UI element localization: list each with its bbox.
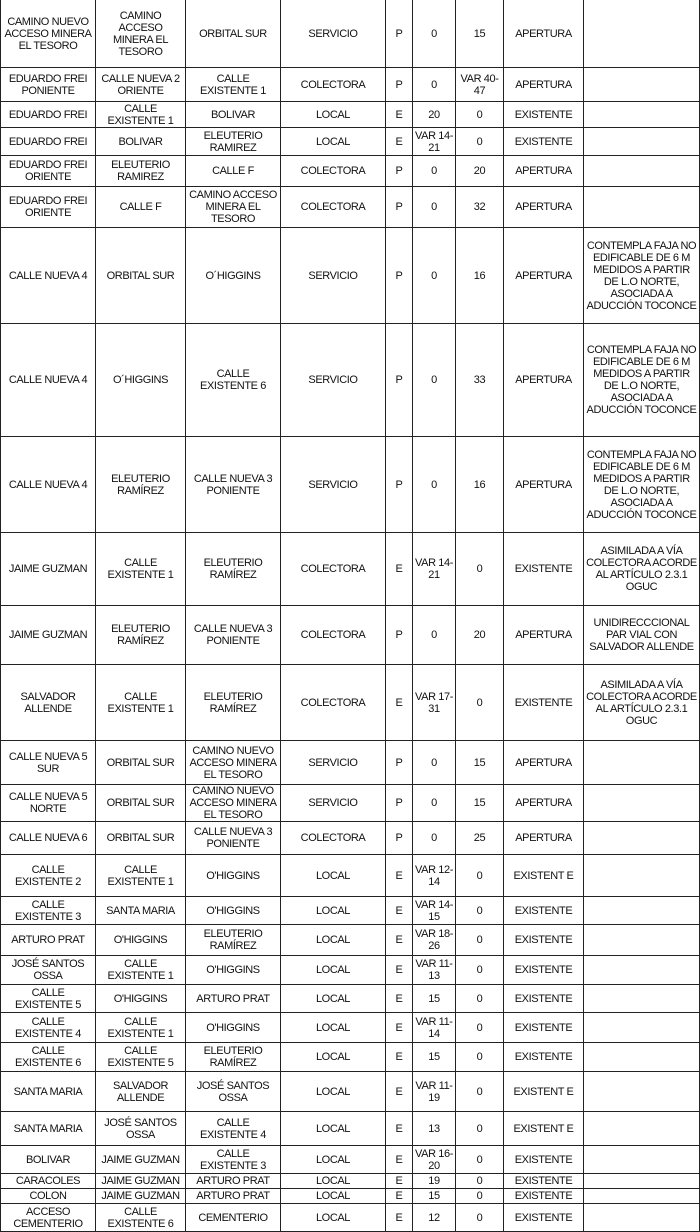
road-name-cell: CALLE EXISTENTE 3 bbox=[1, 897, 96, 925]
from-cell: O´HIGGINS bbox=[96, 324, 186, 437]
road-name-cell: JAIME GUZMAN bbox=[1, 606, 96, 665]
from-cell: JOSÉ SANTOS OSSA bbox=[96, 1112, 186, 1146]
notes-cell bbox=[584, 925, 700, 956]
action-cell: EXISTENTE bbox=[504, 985, 584, 1013]
table-row bbox=[1, 1013, 700, 1043]
category-cell: SERVICIO bbox=[281, 228, 386, 324]
category-cell: SERVICIO bbox=[281, 437, 386, 533]
category-cell: SERVICIO bbox=[281, 0, 386, 68]
to-cell: O'HIGGINS bbox=[186, 855, 281, 897]
notes-cell bbox=[584, 1189, 700, 1204]
category-cell: COLECTORA bbox=[281, 665, 386, 741]
road-name-cell: EDUARDO FREI bbox=[1, 102, 96, 128]
existing-width-cell: VAR 18-26 bbox=[413, 925, 456, 956]
existing-width-cell: VAR 11-19 bbox=[413, 1072, 456, 1112]
to-cell: O'HIGGINS bbox=[186, 956, 281, 985]
category-cell: COLECTORA bbox=[281, 606, 386, 665]
action-cell: EXISTENTE bbox=[504, 1174, 584, 1189]
projected-width-cell: 0 bbox=[456, 1174, 504, 1189]
existing-width-cell: VAR 12-14 bbox=[413, 855, 456, 897]
to-cell: ELEUTERIO RAMÍREZ bbox=[186, 925, 281, 956]
road-name-cell: CALLE NUEVA 5 SUR bbox=[1, 741, 96, 785]
road-name-cell: CARACOLES bbox=[1, 1174, 96, 1189]
from-cell: JAIME GUZMAN bbox=[96, 1174, 186, 1189]
road-name-cell: EDUARDO FREI ORIENTE bbox=[1, 156, 96, 187]
projected-width-cell: 0 bbox=[456, 665, 504, 741]
status-cell: P bbox=[386, 741, 413, 785]
existing-width-cell: VAR 14-21 bbox=[413, 533, 456, 606]
from-cell: CALLE EXISTENTE 5 bbox=[96, 1043, 186, 1072]
road-name-cell: CALLE NUEVA 4 bbox=[1, 324, 96, 437]
category-cell: LOCAL bbox=[281, 1072, 386, 1112]
existing-width-cell: VAR 11-13 bbox=[413, 956, 456, 985]
to-cell: CALLE EXISTENTE 6 bbox=[186, 324, 281, 437]
notes-cell: CONTEMPLA FAJA NO EDIFICABLE DE 6 M MEDIDOS A PARTIR DE L.O NORTE, ASOCIADA A ADUCCIÓN TOCONCE bbox=[584, 437, 700, 533]
existing-width-cell: 0 bbox=[413, 187, 456, 228]
existing-width-cell: 13 bbox=[413, 1112, 456, 1146]
from-cell: CALLE F bbox=[96, 187, 186, 228]
from-cell: SALVADOR ALLENDE bbox=[96, 1072, 186, 1112]
status-cell: E bbox=[386, 1174, 413, 1189]
from-cell: ORBITAL SUR bbox=[96, 741, 186, 785]
existing-width-cell: 15 bbox=[413, 1043, 456, 1072]
table-row bbox=[1, 1072, 700, 1112]
notes-cell bbox=[584, 1043, 700, 1072]
from-cell: ELEUTERIO RAMÍREZ bbox=[96, 606, 186, 665]
projected-width-cell: 20 bbox=[456, 156, 504, 187]
status-cell: P bbox=[386, 68, 413, 102]
action-cell: APERTURA bbox=[504, 156, 584, 187]
existing-width-cell: 0 bbox=[413, 741, 456, 785]
projected-width-cell: 0 bbox=[456, 925, 504, 956]
road-name-cell: JOSÉ SANTOS OSSA bbox=[1, 956, 96, 985]
status-cell: E bbox=[386, 128, 413, 156]
action-cell: APERTURA bbox=[504, 606, 584, 665]
existing-width-cell: VAR 14-21 bbox=[413, 128, 456, 156]
from-cell: CALLE EXISTENTE 1 bbox=[96, 1013, 186, 1043]
table-row bbox=[1, 1174, 700, 1189]
existing-width-cell: VAR 16-20 bbox=[413, 1146, 456, 1174]
existing-width-cell: 15 bbox=[413, 985, 456, 1013]
to-cell: CALLE EXISTENTE 4 bbox=[186, 1112, 281, 1146]
status-cell: E bbox=[386, 925, 413, 956]
action-cell: EXISTENT E bbox=[504, 1112, 584, 1146]
notes-cell bbox=[584, 897, 700, 925]
to-cell: CALLE NUEVA 3 PONIENTE bbox=[186, 437, 281, 533]
from-cell: ELEUTERIO RAMÍREZ bbox=[96, 437, 186, 533]
category-cell: LOCAL bbox=[281, 1189, 386, 1204]
category-cell: SERVICIO bbox=[281, 324, 386, 437]
from-cell: CALLE EXISTENTE 1 bbox=[96, 855, 186, 897]
status-cell: P bbox=[386, 187, 413, 228]
action-cell: EXISTENTE bbox=[504, 956, 584, 985]
status-cell: E bbox=[386, 1013, 413, 1043]
existing-width-cell: 20 bbox=[413, 102, 456, 128]
action-cell: APERTURA bbox=[504, 68, 584, 102]
existing-width-cell: 12 bbox=[413, 1204, 456, 1232]
status-cell: E bbox=[386, 1112, 413, 1146]
existing-width-cell: 0 bbox=[413, 228, 456, 324]
action-cell: EXISTENTE bbox=[504, 1189, 584, 1204]
projected-width-cell: 0 bbox=[456, 128, 504, 156]
action-cell: APERTURA bbox=[504, 822, 584, 855]
notes-cell bbox=[584, 0, 700, 68]
road-name-cell: EDUARDO FREI PONIENTE bbox=[1, 68, 96, 102]
status-cell: E bbox=[386, 1189, 413, 1204]
road-name-cell: CALLE EXISTENTE 6 bbox=[1, 1043, 96, 1072]
category-cell: LOCAL bbox=[281, 925, 386, 956]
notes-cell bbox=[584, 68, 700, 102]
table-row bbox=[1, 228, 700, 324]
from-cell: CALLE EXISTENTE 1 bbox=[96, 533, 186, 606]
to-cell: ORBITAL SUR bbox=[186, 0, 281, 68]
table-row bbox=[1, 925, 700, 956]
status-cell: E bbox=[386, 533, 413, 606]
category-cell: LOCAL bbox=[281, 102, 386, 128]
action-cell: EXISTENTE bbox=[504, 1204, 584, 1232]
table-row bbox=[1, 0, 700, 68]
action-cell: EXISTENTE bbox=[504, 128, 584, 156]
road-name-cell: CALLE NUEVA 4 bbox=[1, 437, 96, 533]
table-row bbox=[1, 1146, 700, 1174]
category-cell: LOCAL bbox=[281, 1146, 386, 1174]
projected-width-cell: 0 bbox=[456, 855, 504, 897]
action-cell: EXISTENTE bbox=[504, 665, 584, 741]
category-cell: COLECTORA bbox=[281, 822, 386, 855]
notes-cell bbox=[584, 741, 700, 785]
status-cell: E bbox=[386, 985, 413, 1013]
projected-width-cell: 0 bbox=[456, 1189, 504, 1204]
status-cell: P bbox=[386, 822, 413, 855]
table-row bbox=[1, 1112, 700, 1146]
notes-cell: CONTEMPLA FAJA NO EDIFICABLE DE 6 M MEDIDOS A PARTIR DE L.O NORTE, ASOCIADA A ADUCCIÓN TOCONCE bbox=[584, 228, 700, 324]
road-name-cell: EDUARDO FREI ORIENTE bbox=[1, 187, 96, 228]
from-cell: O'HIGGINS bbox=[96, 985, 186, 1013]
table-row bbox=[1, 956, 700, 985]
notes-cell bbox=[584, 1146, 700, 1174]
projected-width-cell: VAR 40-47 bbox=[456, 68, 504, 102]
category-cell: COLECTORA bbox=[281, 68, 386, 102]
status-cell: E bbox=[386, 1204, 413, 1232]
from-cell: JAIME GUZMAN bbox=[96, 1189, 186, 1204]
table-row bbox=[1, 1204, 700, 1232]
status-cell: E bbox=[386, 665, 413, 741]
action-cell: EXISTENTE bbox=[504, 102, 584, 128]
existing-width-cell: 0 bbox=[413, 437, 456, 533]
action-cell: EXISTENTE bbox=[504, 1043, 584, 1072]
category-cell: LOCAL bbox=[281, 855, 386, 897]
action-cell: APERTURA bbox=[504, 187, 584, 228]
to-cell: ELEUTERIO RAMÍREZ bbox=[186, 665, 281, 741]
status-cell: P bbox=[386, 437, 413, 533]
to-cell: O'HIGGINS bbox=[186, 897, 281, 925]
road-name-cell: ARTURO PRAT bbox=[1, 925, 96, 956]
projected-width-cell: 20 bbox=[456, 606, 504, 665]
to-cell: CALLE NUEVA 3 PONIENTE bbox=[186, 606, 281, 665]
table-row bbox=[1, 606, 700, 665]
category-cell: LOCAL bbox=[281, 1043, 386, 1072]
category-cell: LOCAL bbox=[281, 985, 386, 1013]
road-name-cell: CALLE EXISTENTE 5 bbox=[1, 985, 96, 1013]
notes-cell: CONTEMPLA FAJA NO EDIFICABLE DE 6 M MEDIDOS A PARTIR DE L.O NORTE, ASOCIADA A ADUCCIÓN TOCONCE bbox=[584, 324, 700, 437]
status-cell: E bbox=[386, 897, 413, 925]
notes-cell bbox=[584, 956, 700, 985]
category-cell: SERVICIO bbox=[281, 785, 386, 822]
existing-width-cell: 0 bbox=[413, 324, 456, 437]
category-cell: LOCAL bbox=[281, 897, 386, 925]
road-name-cell: COLON bbox=[1, 1189, 96, 1204]
to-cell: ELEUTERIO RAMIREZ bbox=[186, 128, 281, 156]
from-cell: ORBITAL SUR bbox=[96, 228, 186, 324]
road-name-cell: CALLE NUEVA 4 bbox=[1, 228, 96, 324]
action-cell: EXISTENT E bbox=[504, 1072, 584, 1112]
table-row bbox=[1, 437, 700, 533]
road-name-cell: ACCESO CEMENTERIO bbox=[1, 1204, 96, 1232]
category-cell: SERVICIO bbox=[281, 741, 386, 785]
table-row bbox=[1, 665, 700, 741]
action-cell: EXISTENTE bbox=[504, 1013, 584, 1043]
notes-cell bbox=[584, 156, 700, 187]
category-cell: LOCAL bbox=[281, 128, 386, 156]
table-row bbox=[1, 1189, 700, 1204]
notes-cell bbox=[584, 1112, 700, 1146]
action-cell: APERTURA bbox=[504, 741, 584, 785]
to-cell: CALLE EXISTENTE 3 bbox=[186, 1146, 281, 1174]
projected-width-cell: 32 bbox=[456, 187, 504, 228]
notes-cell bbox=[584, 187, 700, 228]
from-cell: CALLE EXISTENTE 1 bbox=[96, 102, 186, 128]
category-cell: LOCAL bbox=[281, 1013, 386, 1043]
category-cell: LOCAL bbox=[281, 1204, 386, 1232]
notes-cell bbox=[584, 1174, 700, 1189]
to-cell: CAMINO NUEVO ACCESO MINERA EL TESORO bbox=[186, 785, 281, 822]
projected-width-cell: 15 bbox=[456, 0, 504, 68]
category-cell: LOCAL bbox=[281, 1174, 386, 1189]
existing-width-cell: 0 bbox=[413, 785, 456, 822]
status-cell: P bbox=[386, 606, 413, 665]
status-cell: E bbox=[386, 956, 413, 985]
from-cell: CALLE NUEVA 2 ORIENTE bbox=[96, 68, 186, 102]
table-row bbox=[1, 187, 700, 228]
notes-cell bbox=[584, 1013, 700, 1043]
projected-width-cell: 15 bbox=[456, 785, 504, 822]
road-name-cell: SANTA MARIA bbox=[1, 1072, 96, 1112]
road-name-cell: CALLE NUEVA 6 bbox=[1, 822, 96, 855]
notes-cell bbox=[584, 1072, 700, 1112]
projected-width-cell: 0 bbox=[456, 985, 504, 1013]
from-cell: CALLE EXISTENTE 1 bbox=[96, 665, 186, 741]
action-cell: EXISTENTE bbox=[504, 925, 584, 956]
notes-cell: ASIMILADA A VÍA COLECTORA ACORDE AL ARTÍCULO 2.3.1 OGUC bbox=[584, 665, 700, 741]
from-cell: BOLIVAR bbox=[96, 128, 186, 156]
to-cell: ELEUTERIO RAMÍREZ bbox=[186, 1043, 281, 1072]
from-cell: O'HIGGINS bbox=[96, 925, 186, 956]
table-row bbox=[1, 68, 700, 102]
from-cell: CALLE EXISTENTE 1 bbox=[96, 956, 186, 985]
existing-width-cell: VAR 14-15 bbox=[413, 897, 456, 925]
projected-width-cell: 0 bbox=[456, 897, 504, 925]
table-row bbox=[1, 741, 700, 785]
notes-cell bbox=[584, 102, 700, 128]
notes-cell bbox=[584, 985, 700, 1013]
projected-width-cell: 16 bbox=[456, 437, 504, 533]
to-cell: ELEUTERIO RAMÍREZ bbox=[186, 533, 281, 606]
projected-width-cell: 33 bbox=[456, 324, 504, 437]
category-cell: LOCAL bbox=[281, 956, 386, 985]
road-name-cell: JAIME GUZMAN bbox=[1, 533, 96, 606]
road-name-cell: CALLE EXISTENTE 4 bbox=[1, 1013, 96, 1043]
status-cell: P bbox=[386, 228, 413, 324]
category-cell: COLECTORA bbox=[281, 533, 386, 606]
road-name-cell: CALLE NUEVA 5 NORTE bbox=[1, 785, 96, 822]
to-cell: CAMINO ACCESO MINERA EL TESORO bbox=[186, 187, 281, 228]
table-row bbox=[1, 533, 700, 606]
action-cell: EXISTENTE bbox=[504, 1146, 584, 1174]
existing-width-cell: 0 bbox=[413, 822, 456, 855]
action-cell: EXISTENTE bbox=[504, 897, 584, 925]
status-cell: P bbox=[386, 0, 413, 68]
projected-width-cell: 0 bbox=[456, 956, 504, 985]
to-cell: CALLE EXISTENTE 1 bbox=[186, 68, 281, 102]
to-cell: ARTURO PRAT bbox=[186, 985, 281, 1013]
to-cell: JOSÉ SANTOS OSSA bbox=[186, 1072, 281, 1112]
road-name-cell: BOLIVAR bbox=[1, 1146, 96, 1174]
category-cell: COLECTORA bbox=[281, 156, 386, 187]
category-cell: COLECTORA bbox=[281, 187, 386, 228]
table-row bbox=[1, 324, 700, 437]
from-cell: ELEUTERIO RAMIREZ bbox=[96, 156, 186, 187]
to-cell: CALLE NUEVA 3 PONIENTE bbox=[186, 822, 281, 855]
existing-width-cell: 0 bbox=[413, 156, 456, 187]
action-cell: APERTURA bbox=[504, 785, 584, 822]
notes-cell: UNIDIRECCCIONAL PAR VIAL CON SALVADOR ALLENDE bbox=[584, 606, 700, 665]
projected-width-cell: 0 bbox=[456, 1013, 504, 1043]
existing-width-cell: 19 bbox=[413, 1174, 456, 1189]
from-cell: ORBITAL SUR bbox=[96, 785, 186, 822]
from-cell: JAIME GUZMAN bbox=[96, 1146, 186, 1174]
notes-cell bbox=[584, 855, 700, 897]
projected-width-cell: 0 bbox=[456, 1072, 504, 1112]
table-body bbox=[1, 0, 700, 1232]
existing-width-cell: VAR 11-14 bbox=[413, 1013, 456, 1043]
status-cell: P bbox=[386, 156, 413, 187]
road-name-cell: CALLE EXISTENTE 2 bbox=[1, 855, 96, 897]
notes-cell bbox=[584, 822, 700, 855]
to-cell: CAMINO NUEVO ACCESO MINERA EL TESORO bbox=[186, 741, 281, 785]
table-row bbox=[1, 128, 700, 156]
table-row bbox=[1, 1043, 700, 1072]
existing-width-cell: 0 bbox=[413, 68, 456, 102]
notes-cell bbox=[584, 128, 700, 156]
status-cell: E bbox=[386, 855, 413, 897]
road-name-cell: CAMINO NUEVO ACCESO MINERA EL TESORO bbox=[1, 0, 96, 68]
existing-width-cell: 0 bbox=[413, 0, 456, 68]
status-cell: P bbox=[386, 785, 413, 822]
from-cell: CAMINO ACCESO MINERA EL TESORO bbox=[96, 0, 186, 68]
status-cell: E bbox=[386, 1043, 413, 1072]
existing-width-cell: 15 bbox=[413, 1189, 456, 1204]
status-cell: P bbox=[386, 324, 413, 437]
projected-width-cell: 15 bbox=[456, 741, 504, 785]
category-cell: LOCAL bbox=[281, 1112, 386, 1146]
notes-cell bbox=[584, 1204, 700, 1232]
table-row bbox=[1, 855, 700, 897]
from-cell: ORBITAL SUR bbox=[96, 822, 186, 855]
table-row bbox=[1, 985, 700, 1013]
road-name-cell: SALVADOR ALLENDE bbox=[1, 665, 96, 741]
projected-width-cell: 0 bbox=[456, 1146, 504, 1174]
table-row bbox=[1, 785, 700, 822]
status-cell: E bbox=[386, 102, 413, 128]
to-cell: BOLIVAR bbox=[186, 102, 281, 128]
action-cell: APERTURA bbox=[504, 324, 584, 437]
from-cell: CALLE EXISTENTE 6 bbox=[96, 1204, 186, 1232]
projected-width-cell: 0 bbox=[456, 1204, 504, 1232]
road-name-cell: EDUARDO FREI bbox=[1, 128, 96, 156]
status-cell: E bbox=[386, 1072, 413, 1112]
to-cell: CALLE F bbox=[186, 156, 281, 187]
table-row bbox=[1, 102, 700, 128]
status-cell: E bbox=[386, 1146, 413, 1174]
projected-width-cell: 0 bbox=[456, 1043, 504, 1072]
to-cell: O´HIGGINS bbox=[186, 228, 281, 324]
existing-width-cell: 0 bbox=[413, 606, 456, 665]
to-cell: CEMENTERIO bbox=[186, 1204, 281, 1232]
projected-width-cell: 0 bbox=[456, 1112, 504, 1146]
table-row bbox=[1, 822, 700, 855]
action-cell: APERTURA bbox=[504, 0, 584, 68]
table-row bbox=[1, 156, 700, 187]
action-cell: EXISTENTE bbox=[504, 533, 584, 606]
to-cell: ARTURO PRAT bbox=[186, 1174, 281, 1189]
to-cell: ARTURO PRAT bbox=[186, 1189, 281, 1204]
from-cell: SANTA MARIA bbox=[96, 897, 186, 925]
projected-width-cell: 25 bbox=[456, 822, 504, 855]
action-cell: APERTURA bbox=[504, 228, 584, 324]
notes-cell: ASIMILADA A VÍA COLECTORA ACORDE AL ARTÍCULO 2.3.1 OGUC bbox=[584, 533, 700, 606]
existing-width-cell: VAR 17-31 bbox=[413, 665, 456, 741]
projected-width-cell: 0 bbox=[456, 533, 504, 606]
action-cell: EXISTENT E bbox=[504, 855, 584, 897]
action-cell: APERTURA bbox=[504, 437, 584, 533]
projected-width-cell: 0 bbox=[456, 102, 504, 128]
table-row bbox=[1, 897, 700, 925]
to-cell: O'HIGGINS bbox=[186, 1013, 281, 1043]
notes-cell bbox=[584, 785, 700, 822]
projected-width-cell: 16 bbox=[456, 228, 504, 324]
road-name-cell: SANTA MARIA bbox=[1, 1112, 96, 1146]
